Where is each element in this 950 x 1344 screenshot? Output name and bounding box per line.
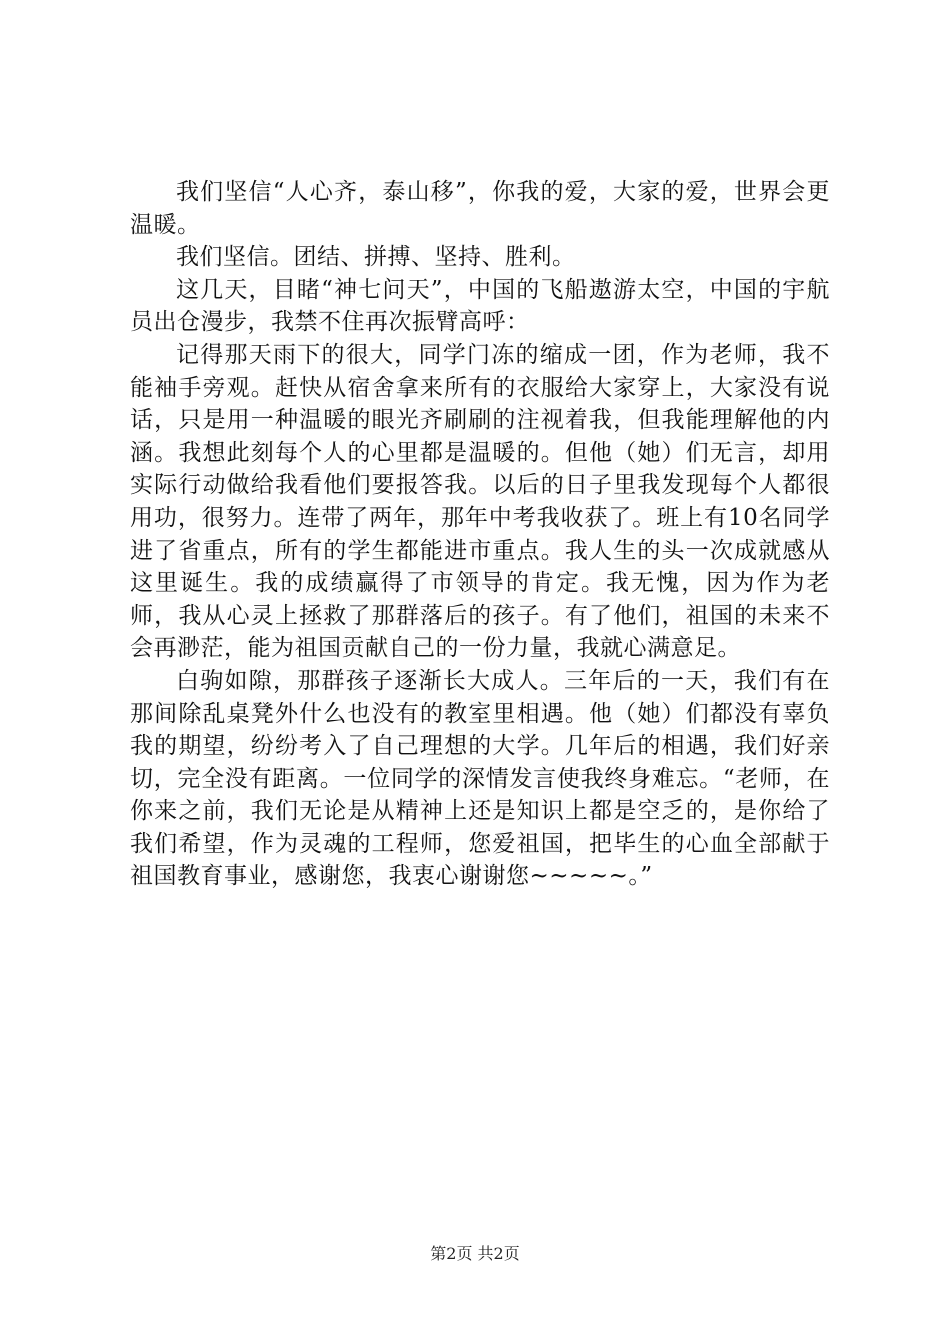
paragraph: 记得那天雨下的很大，同学门冻的缩成一团，作为老师，我不能袖手旁观。赶快从宿舍拿来所有的衣服给大家穿上，大家没有说话，只是用一种温暖的眼光齐刷刷的注视着我，但我能理解他的内涵。我想此刻每个人的心里都是温暖的。但他（她）们无言，却用实际行动做给我看他们要报答我。以后的日子里我发现每个人都很用功，很努力。连带了两年，那年中考我收获了。班上有10名同学进了省重点，所有的学生都能进市重点。我人生的头一次成就感从这里诞生。我的成绩赢得了市领导的肯定。我无愧，因为作为老师，我从心灵上拯救了那群落后的孩子。有了他们，祖国的未来不会再渺茫，能为祖国贡献自己的一份力量，我就心满意足。 <box>130 341 830 662</box>
page-number-footer: 第2页 共2页 <box>430 1244 520 1263</box>
paragraph: 这几天，目睹“神七问天”，中国的飞船遨游太空，中国的宇航员出仓漫步，我禁不住再次振臂高呼： <box>130 276 830 336</box>
document-body <box>130 176 830 893</box>
paragraph: 白驹如隙，那群孩子逐渐长大成人。三年后的一天，我们有在那间除乱桌凳外什么也没有的教室里相遇。他（她）们都没有辜负我的期望，纷纷考入了自己理想的大学。几年后的相遇，我们好亲切，完全没有距离。一位同学的深情发言使我终身难忘。“老师，在你来之前，我们无论是从精神上还是知识上都是空乏的，是你给了我们希望，作为灵魂的工程师，您爱祖国，把毕生的心血全部献于祖国教育事业，感谢您，我衷心谢谢您~~~~~。” <box>130 667 830 890</box>
paragraph: 我们坚信。团结、拼搏、坚持、胜利。 <box>176 244 576 271</box>
paragraph: 我们坚信“人心齐，泰山移”，你我的爱，大家的爱，世界会更温暖。 <box>130 179 830 238</box>
